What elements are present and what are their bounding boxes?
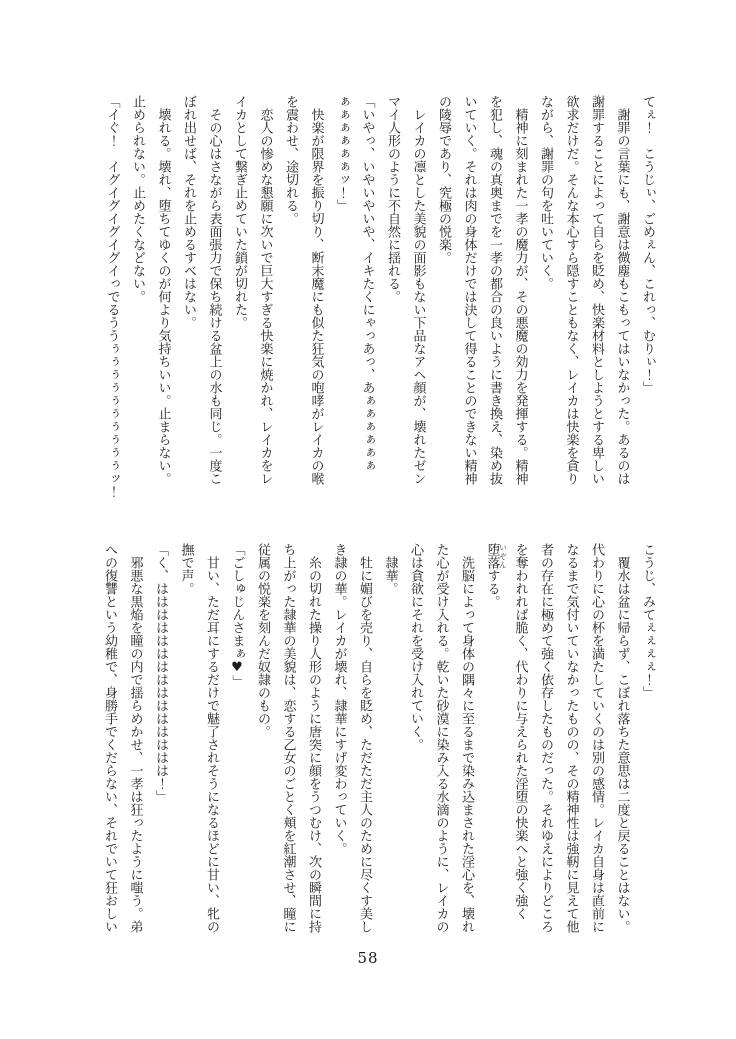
text-column: その心はさながら表面張力で保ち続ける盆上の水も同じ。一度こ — [206, 95, 222, 485]
text-column: 謝罪の言葉にも、謝意は微塵もこもってはいなかった。あるのは — [614, 95, 630, 485]
text-column: ぼれ出せば、それを止めるすべはない。 — [181, 95, 196, 329]
text-column: を奪われれば脆く、代わりに与えられた淫堕の快楽へと強く強く — [512, 543, 528, 920]
text-block-top — [99, 95, 660, 499]
text-column: 牡に媚びを売り、自らを貶め、ただただ主人のために尽くす美し — [357, 543, 372, 933]
text-column: を震わせ、途切れる。 — [283, 95, 298, 225]
page-number: 58 — [357, 949, 379, 967]
text-column: 覆水は盆に帰らず、こぼれ落ちた意思は二度と戻ることはない。 — [614, 543, 630, 933]
text-column: なるまで気付いていなかったものの、その精神性は強靭に見えて他 — [563, 543, 579, 933]
text-column: 「ごしゅじんさまぁ♥」 — [229, 543, 245, 688]
text-column: いていく。それは肉の身体だけでは決して得ることのできない精神 — [461, 95, 477, 485]
text-block-bottom — [97, 543, 661, 947]
text-column: ながら、謝罪の句を吐いていく。 — [538, 95, 553, 290]
text-column: 「く、ははははははははははははははは！」 — [153, 543, 168, 803]
text-column: 止められない。止めたくなどない。 — [130, 95, 145, 303]
text-column: への復讐という幼稚で、身勝手でくだらない、それでいて狂おしい — [102, 543, 117, 933]
ruby-annotation: 堕落 いぞん — [484, 543, 508, 569]
text-column: 隷華。 — [382, 543, 398, 595]
text-column: 壊れる。壊れ、堕ちてゆくのが何より気持ちいい。止まらない。 — [155, 95, 171, 485]
text-column: 代わりに心の杯を満たしていくのは別の感情。レイカ自身は直前に — [589, 543, 604, 933]
text-column: 欲求だけだ。そんな本心すら隠すこともなく、レイカは快楽を貪り — [563, 95, 579, 485]
text-column: 「イぐ！ イグイグイグイグイっでるううぅぅぅぅぅぅぅぅぅぅッ！ — [104, 95, 120, 498]
text-column: 謝罪することによって自らを貶め、快楽材料としようとする卑しい — [589, 95, 604, 485]
text-column: の陵辱であり、究極の悦楽。 — [436, 95, 451, 264]
text-column: イカとして繋ぎ止めていた鎖が切れた。 — [232, 95, 247, 329]
text-column: 精神に刻まれた一孝の魔力が、その悪魔の効力を発揮する。精神 — [512, 95, 528, 485]
text-column: 心は貪欲にそれを受け入れていく。 — [408, 543, 423, 751]
text-column: 快楽が限界を振り切り、断末魔にも似た狂気の咆哮がレイカの喉 — [308, 95, 324, 485]
text-column: 「いやっ、いやいやいや、イキたくにゃっあっ、あぁぁぁぁぁぁ — [359, 95, 375, 472]
text-column: 恋人の惨めな懇願に次いで巨大すぎる快楽に焼かれ、レイカをレ — [257, 95, 273, 485]
text-column: 者の存在に極めて強く依存したものだった。それゆえによりどころ — [538, 543, 553, 933]
text-column: マイ人形のように不自然に揺れる。 — [385, 95, 400, 303]
text-column: 撫で声。 — [178, 543, 194, 595]
text-column: 堕落 いぞんする。 — [484, 543, 508, 608]
text-column: ち上がった隷華の美貌は、恋する乙女のごとく頬を紅潮させ、瞳に — [280, 543, 296, 933]
text-column: を犯し、魂の真奥までを一孝の都合の良いように書き換え、染め抜 — [487, 95, 502, 485]
text-column: 糸の切れた操り人形のように唐突に顔をうつむけ、次の瞬間に持 — [306, 543, 321, 933]
text-column: こうじ、みてぇぇぇぇ！」 — [640, 543, 655, 699]
text-column: 邪悪な黒焔を瞳の内で揺らめかせ、一孝は狂ったように嗤う。弟 — [127, 543, 143, 933]
text-column: た心が受け入れる。乾いた砂漠に染み入る水滴のように、レイカの — [433, 543, 449, 933]
text-column: ぁぁぁぁぁぁッ！」 — [334, 95, 349, 212]
text-column: レイカの凛とした美貌の面影もない下品なアヘ顔が、壊れたゼン — [410, 95, 426, 485]
text-column: 洗脳によって身体の隅々に至るまで染み込まされた淫心を、壊れ — [459, 543, 474, 933]
text-column: てぇ！ こうじぃ、ごめぇん、これっ、むりぃ！」 — [640, 95, 655, 394]
text-column: 甘い、ただ耳にするだけで魅了されそうになるほどに甘い、牝の — [204, 543, 219, 933]
text-column: 従属の悦楽を刻んだ奴隷のもの。 — [255, 543, 270, 738]
text-column: き隷の華。レイカが壊れ、隷華にすげ変わっていく。 — [331, 543, 347, 855]
